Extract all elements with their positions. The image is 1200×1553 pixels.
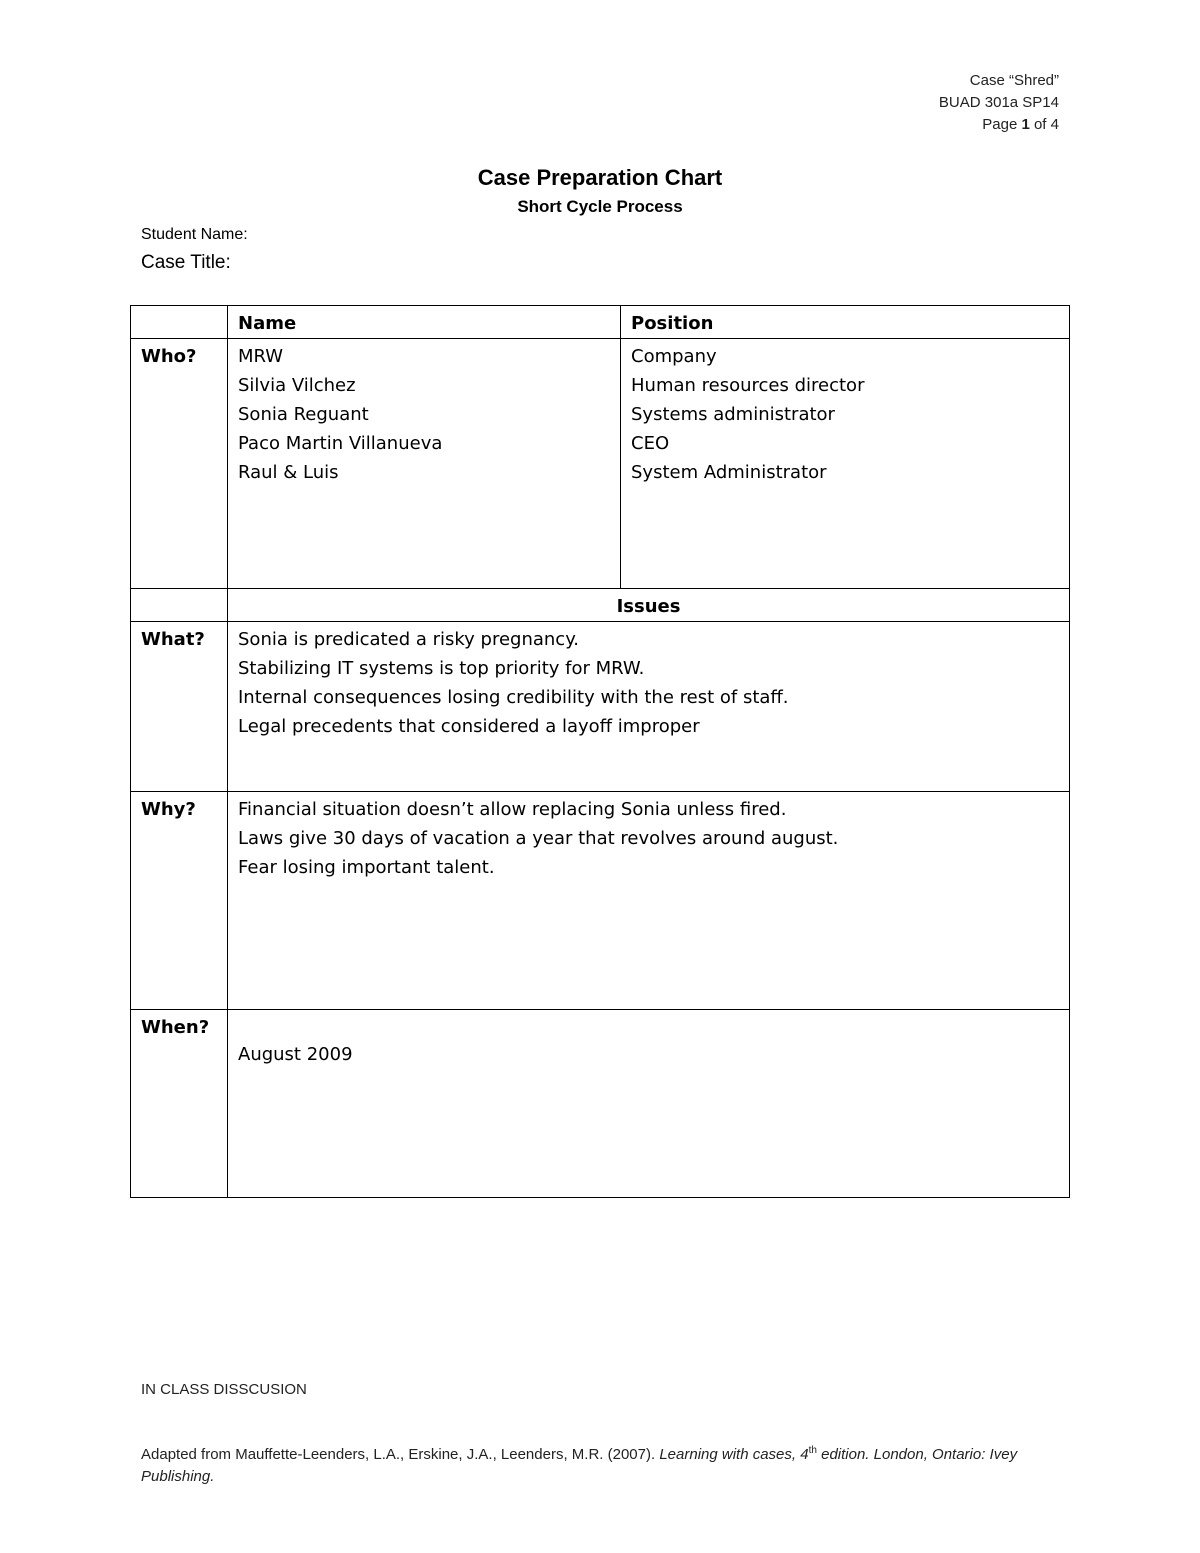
document-subtitle: Short Cycle Process bbox=[517, 197, 683, 216]
citation-superscript: th bbox=[808, 1445, 817, 1456]
page-number: 1 bbox=[1021, 116, 1030, 133]
when-cell bbox=[228, 1010, 1070, 1198]
table-header-row bbox=[131, 306, 1070, 339]
page-header bbox=[939, 70, 1059, 136]
when-label: When? bbox=[131, 1010, 228, 1198]
when-value: August 2009 bbox=[238, 1044, 353, 1065]
why-item: Financial situation doesn’t allow replacing Sonia unless fired. bbox=[238, 799, 787, 820]
positions-cell bbox=[621, 339, 1070, 589]
empty-issues-label-cell bbox=[131, 589, 228, 622]
name-column-header: Name bbox=[228, 306, 621, 339]
document-title: Case Preparation Chart bbox=[477, 165, 723, 190]
what-row bbox=[131, 622, 1070, 792]
what-item: Stabilizing IT systems is top priority for MRW. bbox=[238, 658, 645, 679]
person-name: Paco Martin Villanueva bbox=[238, 433, 443, 454]
person-name: Raul & Luis bbox=[238, 462, 339, 483]
names-cell bbox=[228, 339, 621, 589]
issues-header-row bbox=[131, 589, 1070, 622]
why-item: Fear losing important talent. bbox=[238, 857, 495, 878]
page-indicator bbox=[939, 114, 1059, 136]
person-position: Systems administrator bbox=[631, 404, 835, 425]
student-name-label: Student Name: bbox=[141, 226, 248, 243]
empty-corner-cell bbox=[131, 306, 228, 339]
position-column-header: Position bbox=[621, 306, 1070, 339]
class-discussion-note: IN CLASS DISSCUSION bbox=[141, 1381, 307, 1398]
what-item: Legal precedents that considered a layoff improper bbox=[238, 716, 700, 737]
what-label: What? bbox=[131, 622, 228, 792]
person-position: Company bbox=[631, 346, 717, 367]
page-of: of bbox=[1029, 116, 1051, 133]
person-position: Human resources director bbox=[631, 375, 865, 396]
why-item: Laws give 30 days of vacation a year that revolves around august. bbox=[238, 828, 839, 849]
course-code: BUAD 301a SP14 bbox=[938, 94, 1059, 111]
who-row bbox=[131, 339, 1070, 589]
why-row bbox=[131, 792, 1070, 1010]
why-cell bbox=[228, 792, 1070, 1010]
what-cell bbox=[228, 622, 1070, 792]
what-item: Sonia is predicated a risky pregnancy. bbox=[238, 629, 580, 650]
why-label: Why? bbox=[131, 792, 228, 1010]
when-row bbox=[131, 1010, 1070, 1198]
citation-prefix: Adapted from Mauffette-Leenders, L.A., Erskine, J.A., Leenders, M.R. (2007). bbox=[141, 1446, 660, 1463]
person-position: CEO bbox=[631, 433, 670, 454]
page-total: 4 bbox=[1050, 116, 1059, 133]
citation bbox=[141, 1440, 1061, 1488]
person-name: Silvia Vilchez bbox=[238, 375, 356, 396]
what-item: Internal consequences losing credibility with the rest of staff. bbox=[238, 687, 789, 708]
citation-publisher: edition. London, Ontario: Ivey Publishing. bbox=[141, 1446, 1018, 1485]
issues-header: Issues bbox=[228, 589, 1070, 622]
person-name: MRW bbox=[238, 346, 284, 367]
case-label: Case “Shred” bbox=[969, 72, 1059, 89]
person-position: System Administrator bbox=[631, 462, 827, 483]
page-prefix: Page bbox=[982, 116, 1022, 133]
case-preparation-table bbox=[130, 305, 1070, 1198]
citation-book-title: Learning with cases, 4 bbox=[659, 1446, 809, 1463]
who-label: Who? bbox=[131, 339, 228, 589]
person-name: Sonia Reguant bbox=[238, 404, 369, 425]
case-title-label: Case Title: bbox=[141, 252, 231, 273]
